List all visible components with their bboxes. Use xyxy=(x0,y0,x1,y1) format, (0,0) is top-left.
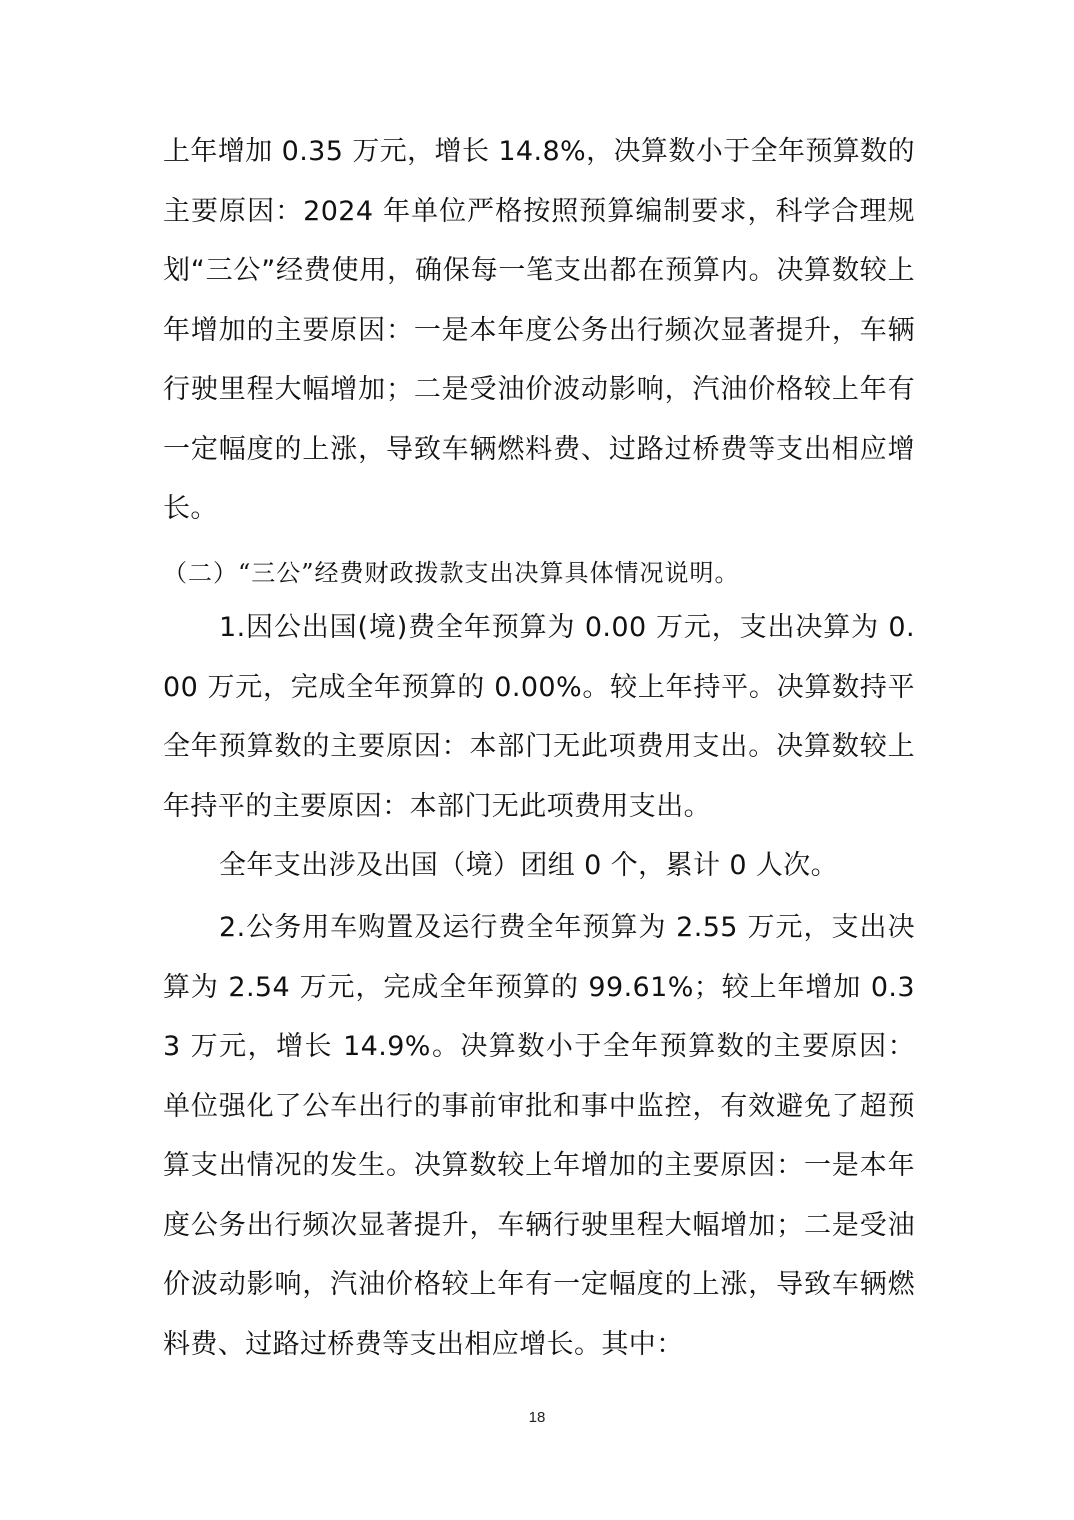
paragraph-overseas-groups: 全年支出涉及出国（境）团组 0 个，累计 0 人次。 xyxy=(219,850,839,881)
paragraph-official-vehicles: 2.公务用车购置及运行费全年预算为 2.55 万元，支出决算为 2.54 万元，完成全年预算的 99.61%；较上年增加 0.33 万元，增长 14.9%。决算数小于全年预算数的主要原因：单位强化了公车出行的事前审批和事中监控，有效避免了超预算支出情况的发生。决算数较上年增加的主要原因：一是本年度公务出行频次显著提升，车辆行驶里程大幅增加；二是受油价波动影响，汽油价格较上年有一定幅度的上涨，导致车辆燃料费、过路过桥费等支出相应增长。其中： xyxy=(163,912,915,1360)
page-number: 18 xyxy=(528,1409,546,1426)
paragraph-carryover: 上年增加 0.35 万元，增长 14.8%，决算数小于全年预算数的主要原因：2024 年单位严格按照预算编制要求，科学合理规划“三公”经费使用，确保每一笔支出都在预算内。决算数较上年增加的主要原因：一是本年度公务出行频次显著提升，车辆行驶里程大幅增加；二是受油价波动影响，汽油价格较上年有一定幅度的上涨，导致车辆燃料费、过路过桥费等支出相应增长。 xyxy=(163,136,915,524)
section-heading: （二）“三公”经费财政拨款支出决算具体情况说明。 xyxy=(163,559,740,587)
paragraph-overseas-travel: 1.因公出国(境)费全年预算为 0.00 万元，支出决算为 0.00 万元，完成全年预算的 0.00%。较上年持平。决算数持平全年预算数的主要原因：本部门无此项费用支出。决算数较上年持平的主要原因：本部门无此项费用支出。 xyxy=(163,612,915,822)
